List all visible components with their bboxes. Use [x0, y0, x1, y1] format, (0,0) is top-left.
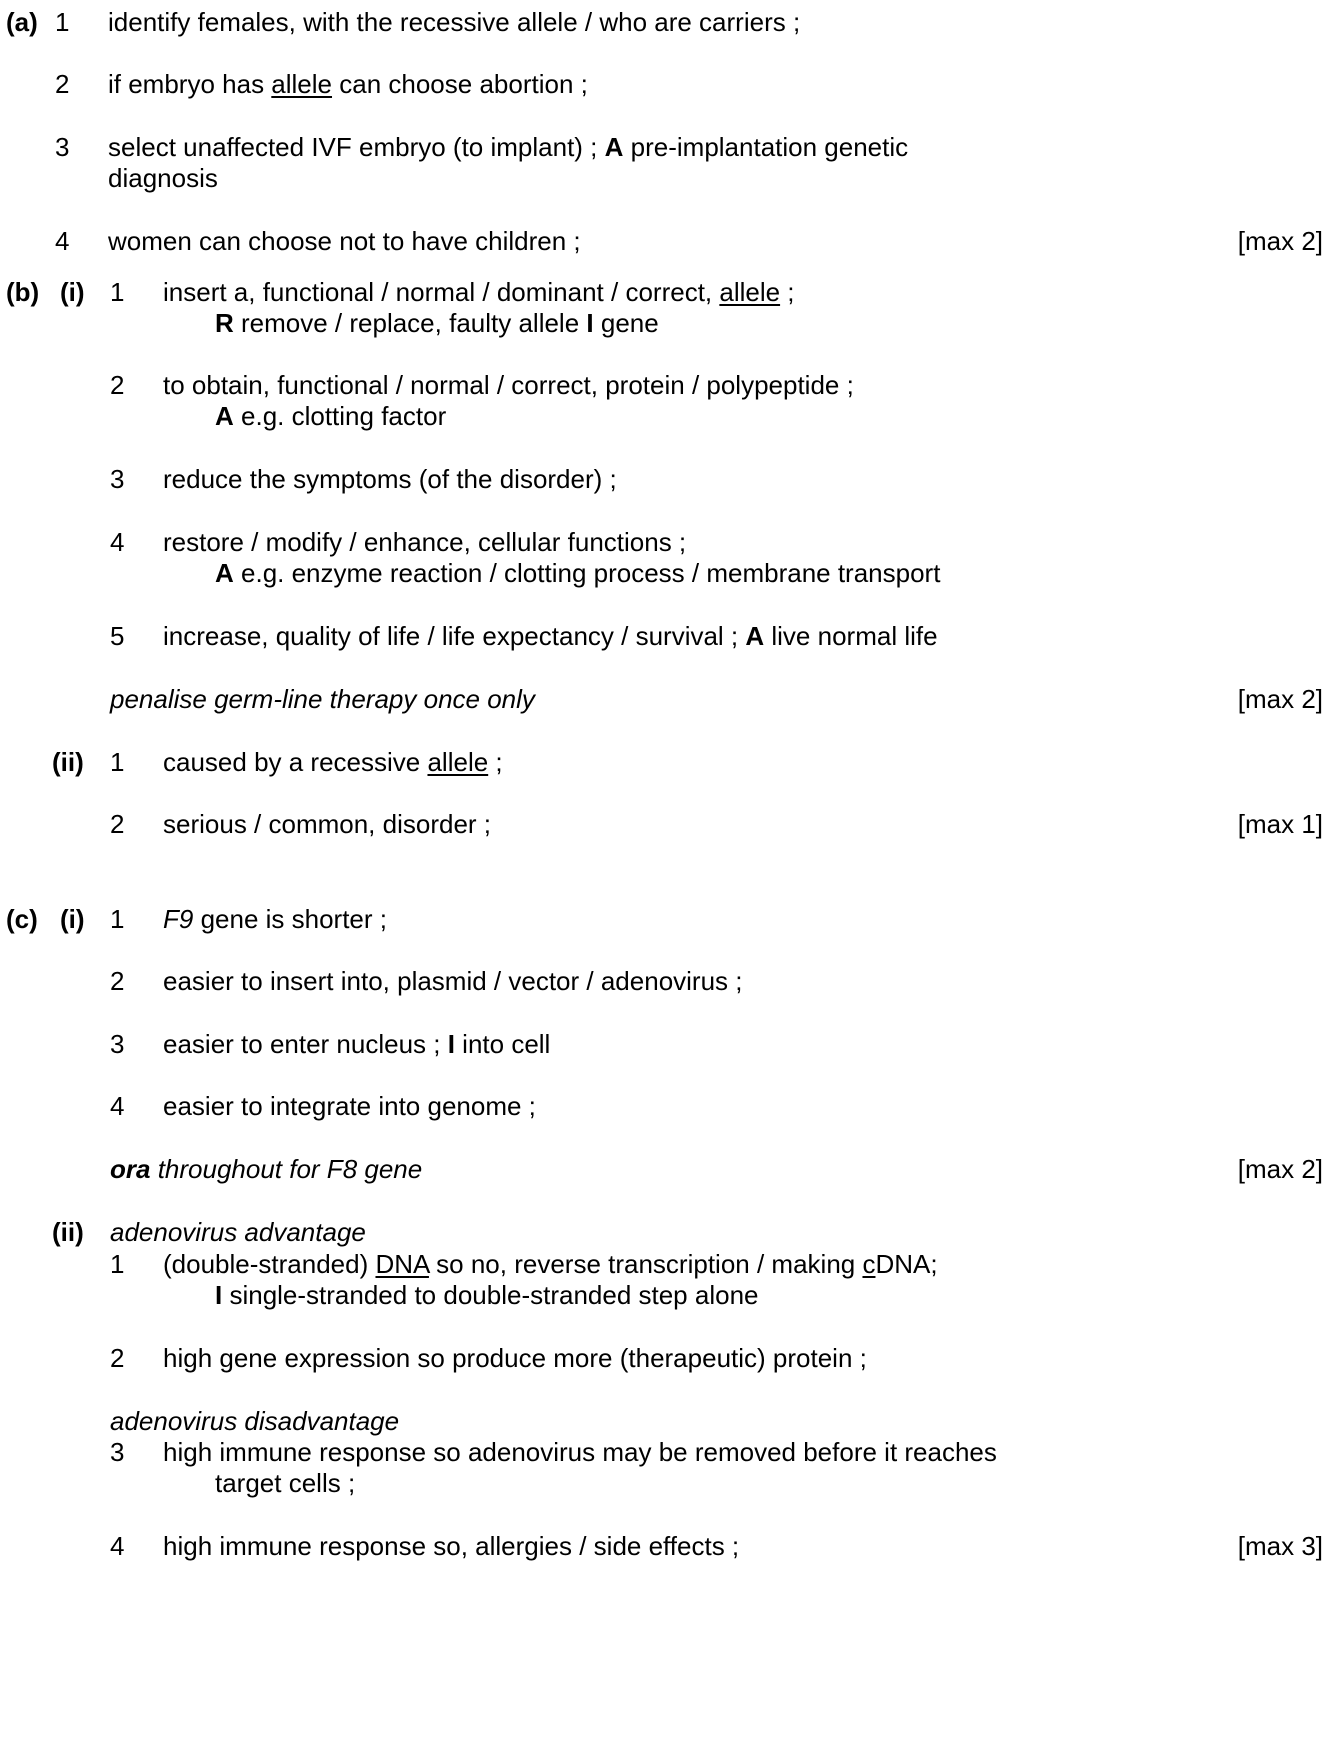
a-item-4-num: 4: [55, 226, 70, 256]
b-i-item-5-num: 5: [110, 621, 125, 651]
part-a-label: (a): [6, 7, 38, 37]
b-i-item-1-sub: R remove / replace, faulty allele I gene: [215, 308, 659, 338]
c-ii-label: (ii): [52, 1217, 84, 1247]
c-i-item-1-text: F9 gene is shorter ;: [163, 904, 387, 934]
c-i-item-3-num: 3: [110, 1029, 125, 1059]
b-i-item-3-num: 3: [110, 464, 125, 494]
b-i-item-4-text: restore / modify / enhance, cellular functions ;: [163, 527, 687, 557]
b-i-item-3-text: reduce the symptoms (of the disorder) ;: [163, 464, 617, 494]
c-ii-heading-disadvantage: adenovirus disadvantage: [110, 1406, 400, 1436]
c-ii-item-4-text: high immune response so, allergies / side effects ;: [163, 1531, 740, 1561]
c-ii-item-3-line2: target cells ;: [215, 1468, 356, 1498]
b-i-item-2-num: 2: [110, 370, 125, 400]
b-ii-max-mark: [max 1]: [1237, 809, 1323, 839]
b-ii-item-2-text: serious / common, disorder ;: [163, 809, 492, 839]
c-i-note: ora throughout for F8 gene: [110, 1154, 423, 1184]
b-i-item-1-text: insert a, functional / normal / dominant / correct, allele ;: [163, 277, 795, 307]
part-b-label: (b): [6, 277, 40, 307]
b-ii-item-2-num: 2: [110, 809, 125, 839]
a-item-2-num: 2: [55, 69, 70, 99]
c-i-item-2-num: 2: [110, 966, 125, 996]
b-ii-item-1-text: caused by a recessive allele ;: [163, 747, 503, 777]
b-i-item-4-num: 4: [110, 527, 125, 557]
a-item-3-line2: diagnosis: [108, 163, 218, 193]
b-i-note: penalise germ-line therapy once only: [110, 684, 535, 714]
a-item-2-text: if embryo has allele can choose abortion ;: [108, 69, 588, 99]
c-i-item-2-text: easier to insert into, plasmid / vector / adenovirus ;: [163, 966, 743, 996]
c-i-item-3-text: easier to enter nucleus ; I into cell: [163, 1029, 551, 1059]
c-ii-item-4-num: 4: [110, 1531, 125, 1561]
c-ii-heading-advantage: adenovirus advantage: [110, 1217, 366, 1247]
c-ii-item-1-text: (double-stranded) DNA so no, reverse transcription / making cDNA;: [163, 1249, 938, 1279]
b-i-item-1-num: 1: [110, 277, 125, 307]
c-ii-max-mark: [max 3]: [1237, 1531, 1323, 1561]
a-item-3-num: 3: [55, 132, 70, 162]
c-ii-item-3-text: high immune response so adenovirus may be removed before it reaches: [163, 1437, 997, 1467]
b-i-item-5-text: increase, quality of life / life expectancy / survival ; A live normal life: [163, 621, 938, 651]
a-item-1-num: 1: [55, 7, 70, 37]
c-i-item-4-text: easier to integrate into genome ;: [163, 1091, 536, 1121]
a-max-mark: [max 2]: [1237, 226, 1323, 256]
c-i-label: (i): [60, 904, 85, 934]
c-ii-item-1-sub: I single-stranded to double-stranded step alone: [215, 1280, 759, 1310]
c-ii-item-3-num: 3: [110, 1437, 125, 1467]
c-i-item-4-num: 4: [110, 1091, 125, 1121]
c-ii-item-2-text: high gene expression so produce more (therapeutic) protein ;: [163, 1343, 867, 1373]
b-i-max-mark: [max 2]: [1237, 684, 1323, 714]
b-i-label: (i): [60, 277, 85, 307]
b-i-item-2-text: to obtain, functional / normal / correct, protein / polypeptide ;: [163, 370, 854, 400]
a-item-4-text: women can choose not to have children ;: [108, 226, 581, 256]
a-item-1-text: identify females, with the recessive allele / who are carriers ;: [108, 7, 801, 37]
b-ii-label: (ii): [52, 747, 84, 777]
part-c-label: (c): [6, 904, 38, 934]
a-item-3-text: select unaffected IVF embryo (to implant) ; A pre-implantation genetic: [108, 132, 909, 162]
b-i-item-2-sub: A e.g. clotting factor: [215, 401, 447, 431]
c-i-item-1-num: 1: [110, 904, 125, 934]
c-i-max-mark: [max 2]: [1237, 1154, 1323, 1184]
b-ii-item-1-num: 1: [110, 747, 125, 777]
b-i-item-4-sub: A e.g. enzyme reaction / clotting process / membrane transport: [215, 558, 941, 588]
c-ii-item-2-num: 2: [110, 1343, 125, 1373]
c-ii-item-1-num: 1: [110, 1249, 125, 1279]
